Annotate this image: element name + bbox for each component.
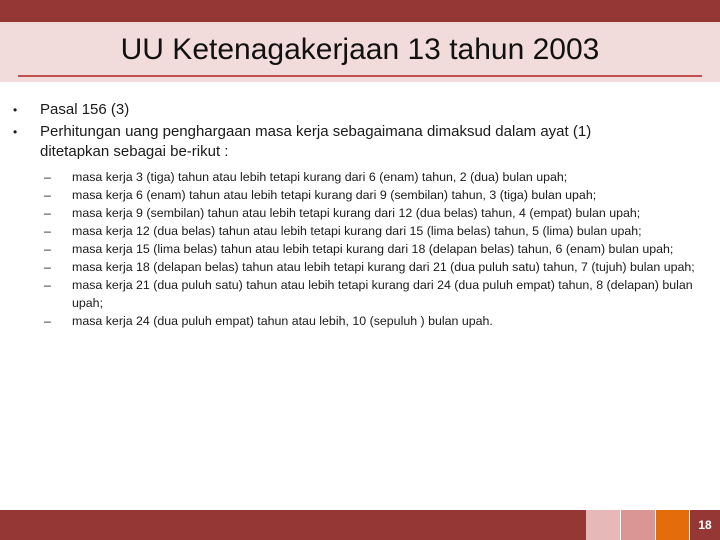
sub-list-item	[0, 186, 704, 204]
sub-list-item	[0, 222, 704, 240]
bottom-accent-bar	[0, 510, 586, 540]
dash-icon: –	[44, 224, 51, 238]
slide-content	[0, 100, 720, 330]
dash-icon: –	[44, 188, 51, 202]
footer-block-orange	[656, 510, 689, 540]
page-number: 18	[698, 518, 712, 532]
title-underline	[18, 75, 702, 77]
sub-list-item	[0, 276, 704, 312]
sub-item-text: masa kerja 3 (tiga) tahun atau lebih tetapi kurang dari 6 (enam) tahun, 2 (dua) bulan upah;	[72, 170, 568, 184]
sub-item-text: masa kerja 21 (dua puluh satu) tahun atau lebih tetapi kurang dari 24 (dua puluh empat) tahun, 8 (delapan) bulan upah;	[72, 278, 693, 310]
dash-icon: –	[44, 278, 51, 292]
footer-block-light	[586, 510, 620, 540]
sub-list-item	[0, 204, 704, 222]
sub-list-item	[0, 258, 704, 276]
dash-icon: –	[44, 206, 51, 220]
dash-icon: –	[44, 260, 51, 274]
bullet-dot-icon: •	[13, 125, 18, 139]
bullet-text: Perhitungan uang penghargaan masa kerja sebagaimana dimaksud dalam ayat (1) ditetapkan sebagai be-rikut :	[40, 123, 592, 160]
bullet-item	[0, 100, 660, 120]
top-accent-bar	[0, 0, 720, 22]
sub-item-text: masa kerja 9 (sembilan) tahun atau lebih tetapi kurang dari 12 (dua belas) tahun, 4 (empat) bulan upah;	[72, 206, 641, 220]
dash-icon: –	[44, 170, 51, 184]
footer-block-mid	[621, 510, 655, 540]
sub-item-text: masa kerja 18 (delapan belas) tahun atau lebih tetapi kurang dari 21 (dua puluh satu) tahun, 7 (tujuh) bulan upah;	[72, 260, 695, 274]
slide-title: UU Ketenagakerjaan 13 tahun 2003	[120, 33, 600, 66]
sub-list	[0, 168, 720, 330]
sub-item-text: masa kerja 15 (lima belas) tahun atau lebih tetapi kurang dari 18 (delapan belas) tahun, 6 (enam) bulan upah;	[72, 242, 674, 256]
sub-item-text: masa kerja 6 (enam) tahun atau lebih tetapi kurang dari 9 (sembilan) tahun, 3 (tiga) bulan upah;	[72, 188, 597, 202]
sub-list-item	[0, 168, 704, 186]
sub-item-text: masa kerja 24 (dua puluh empat) tahun atau lebih, 10 (sepuluh ) bulan upah.	[72, 314, 493, 328]
bullet-text: Pasal 156 (3)	[40, 101, 130, 118]
bullet-dot-icon: •	[13, 103, 18, 117]
bullet-item	[0, 122, 660, 162]
dash-icon: –	[44, 242, 51, 256]
sub-list-item	[0, 240, 704, 258]
dash-icon: –	[44, 314, 51, 328]
sub-item-text: masa kerja 12 (dua belas) tahun atau lebih tetapi kurang dari 15 (lima belas) tahun, 5 (lima) bulan upah;	[72, 224, 642, 238]
sub-list-item	[0, 312, 704, 330]
